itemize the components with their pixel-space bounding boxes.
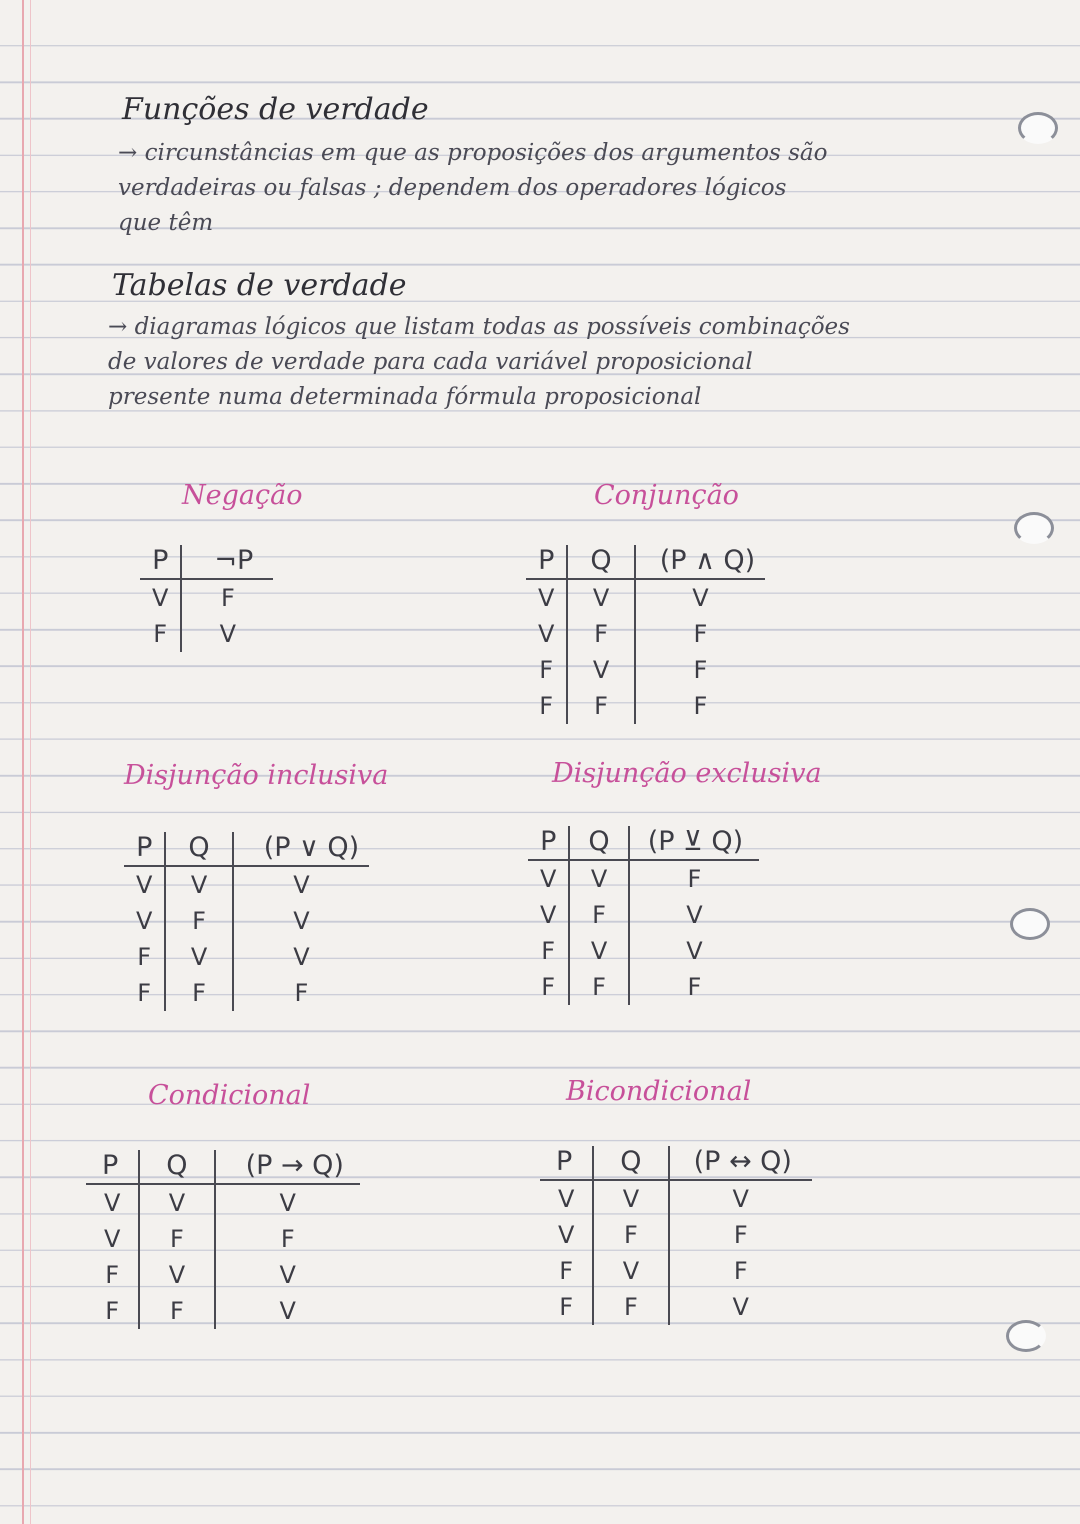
col-header: Q (567, 545, 634, 579)
cell: F (687, 973, 702, 1001)
cell: F (569, 897, 628, 933)
definition-line: presente numa determinada fórmula proposicional (108, 384, 702, 410)
binder-hole (1010, 908, 1050, 940)
title-disjuncao-exclusiva: Disjunção exclusiva (552, 758, 822, 789)
cell: F (693, 656, 708, 684)
col-header: P (526, 545, 567, 579)
title-conjuncao: Conjunção (594, 480, 739, 511)
cell: F (124, 939, 165, 975)
cell: F (140, 616, 181, 652)
truth-table-negacao (140, 545, 273, 652)
binder-hole (1014, 512, 1054, 544)
col-header: P (540, 1146, 593, 1180)
table-row (528, 860, 759, 897)
truth-table-disjuncao-inclusiva (124, 832, 369, 1011)
cell: V (86, 1184, 139, 1221)
col-header: Q (569, 826, 628, 860)
table-row (526, 616, 765, 652)
cell: F (526, 688, 567, 724)
col-header: (P ↔ Q) (669, 1146, 812, 1180)
table-row (124, 975, 369, 1011)
definition-line: de valores de verdade para cada variável proposicional (108, 349, 753, 375)
title-negacao: Negação (182, 480, 303, 511)
cell: F (124, 975, 165, 1011)
cell: V (686, 937, 703, 965)
col-header: P (86, 1150, 139, 1184)
cell: F (567, 688, 634, 724)
table-row (86, 1257, 360, 1293)
table-row (124, 866, 369, 903)
cell: V (526, 616, 567, 652)
cell: F (294, 979, 309, 1007)
cell: F (139, 1221, 214, 1257)
col-header: P (528, 826, 569, 860)
table-row (528, 933, 759, 969)
cell: F (165, 903, 232, 939)
binder-hole (1006, 1320, 1046, 1352)
heading-funcoes-de-verdade: Funções de verdade (122, 92, 429, 127)
cell: F (165, 975, 232, 1011)
cell: V (528, 860, 569, 897)
table-row (140, 616, 273, 652)
table-row (86, 1184, 360, 1221)
definition-tabelas (108, 310, 850, 415)
cell: F (86, 1257, 139, 1293)
cell: V (140, 579, 181, 616)
cell: V (139, 1257, 214, 1293)
cell: V (139, 1184, 214, 1221)
cell: F (733, 1257, 748, 1285)
cell: F (540, 1253, 593, 1289)
cell: V (165, 939, 232, 975)
cell: V (279, 1261, 296, 1289)
cell: F (528, 969, 569, 1005)
cell: F (733, 1221, 748, 1249)
table-row (528, 969, 759, 1005)
col-header: (P ⊻ Q) (629, 826, 760, 860)
cell: V (540, 1180, 593, 1217)
truth-table-condicional (86, 1150, 360, 1329)
cell: V (567, 579, 634, 616)
cell: V (732, 1185, 749, 1213)
table-row (86, 1221, 360, 1257)
cell: V (219, 620, 237, 648)
table-row (540, 1217, 812, 1253)
cell: V (124, 866, 165, 903)
cell: V (293, 871, 310, 899)
cell: F (540, 1289, 593, 1325)
col-header: Q (139, 1150, 214, 1184)
title-disjuncao-inclusiva: Disjunção inclusiva (124, 760, 389, 791)
cell: V (528, 897, 569, 933)
cell: V (692, 584, 709, 612)
cell: V (567, 652, 634, 688)
col-header: Q (165, 832, 232, 866)
cell: V (593, 1180, 668, 1217)
cell: V (86, 1221, 139, 1257)
cell: V (124, 903, 165, 939)
table-row (526, 579, 765, 616)
title-condicional: Condicional (148, 1080, 311, 1111)
cell: F (569, 969, 628, 1005)
truth-table-disjuncao-exclusiva (528, 826, 759, 1005)
cell: F (86, 1293, 139, 1329)
definition-line: verdadeiras ou falsas ; dependem dos operadores lógicos (118, 175, 787, 201)
cell: V (279, 1297, 296, 1325)
definition-funcoes (118, 136, 827, 241)
definition-line: → diagramas lógicos que listam todas as possíveis combinações (108, 314, 850, 340)
cell: F (693, 620, 708, 648)
col-header: (P ∧ Q) (635, 545, 766, 579)
cell: F (693, 692, 708, 720)
cell: V (593, 1253, 668, 1289)
cell: F (567, 616, 634, 652)
definition-line: que têm (118, 210, 214, 236)
cell: V (569, 860, 628, 897)
table-row (124, 903, 369, 939)
cell: V (526, 579, 567, 616)
col-header: P (140, 545, 181, 579)
table-row (540, 1289, 812, 1325)
col-header: Q (593, 1146, 668, 1180)
cell: V (540, 1217, 593, 1253)
table-row (540, 1253, 812, 1289)
cell: F (139, 1293, 214, 1329)
page-margin-line-secondary (30, 0, 31, 1524)
table-row (540, 1180, 812, 1217)
cell: F (593, 1289, 668, 1325)
table-row (124, 939, 369, 975)
cell: V (293, 943, 310, 971)
cell: F (220, 584, 235, 612)
table-row (140, 579, 273, 616)
table-row (86, 1293, 360, 1329)
page-margin-line (22, 0, 24, 1524)
table-row (526, 688, 765, 724)
col-header: P (124, 832, 165, 866)
cell: V (293, 907, 310, 935)
cell: F (280, 1225, 295, 1253)
table-row (528, 897, 759, 933)
cell: F (593, 1217, 668, 1253)
col-header: ¬P (181, 545, 273, 579)
cell: F (528, 933, 569, 969)
truth-table-conjuncao (526, 545, 765, 724)
truth-table-bicondicional (540, 1146, 812, 1325)
title-bicondicional: Bicondicional (566, 1076, 752, 1107)
heading-tabelas-de-verdade: Tabelas de verdade (112, 268, 407, 303)
col-header: (P → Q) (215, 1150, 360, 1184)
cell: V (686, 901, 703, 929)
cell: V (165, 866, 232, 903)
cell: F (687, 865, 702, 893)
cell: V (279, 1189, 296, 1217)
cell: V (569, 933, 628, 969)
binder-hole (1018, 112, 1058, 144)
table-row (526, 652, 765, 688)
cell: V (732, 1293, 749, 1321)
col-header: (P ∨ Q) (233, 832, 370, 866)
definition-line: → circunstâncias em que as proposições dos argumentos são (118, 140, 828, 166)
cell: F (526, 652, 567, 688)
